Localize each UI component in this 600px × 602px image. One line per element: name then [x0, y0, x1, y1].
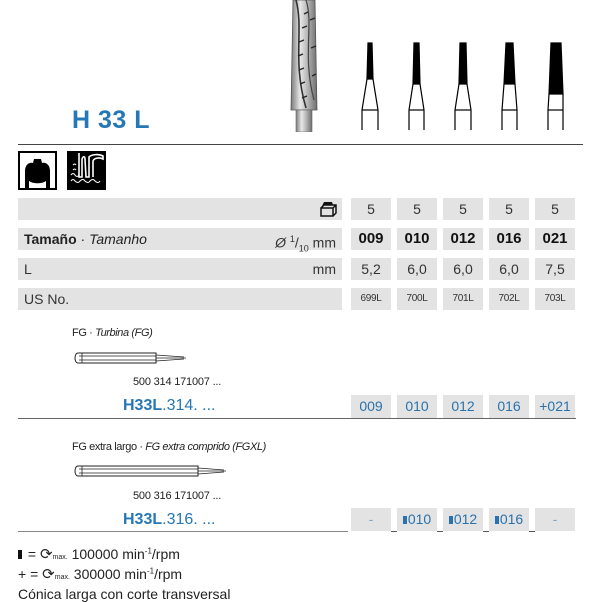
fgxl-divider-seg: [483, 531, 489, 532]
length-label: L: [24, 261, 32, 277]
rotation-icon: ⟳: [42, 566, 55, 583]
tooth-root-icon: [67, 151, 106, 190]
square-marker-icon: [495, 516, 499, 524]
plus-marker: +: [539, 398, 548, 414]
table-row-length: [18, 258, 342, 280]
us-no-label: US No.: [24, 291, 70, 307]
package-qty-cell: 5: [489, 198, 529, 220]
fgxl-code-cell: -: [351, 508, 391, 531]
length-cell: 6,0: [397, 258, 437, 280]
fgxl-order-number: 500 316 171007 ...: [133, 490, 222, 502]
header-divider: [18, 144, 583, 145]
fg-order-number: 500 314 171007 ...: [133, 376, 222, 388]
us-no-cell: 702L: [489, 288, 529, 310]
size-cell: 012: [443, 228, 483, 250]
size-unit: Ø $^1/_{10}$ mm: [275, 234, 336, 254]
fg-code-cell[interactable]: 010: [397, 395, 437, 418]
us-no-cell: 703L: [535, 288, 575, 310]
fgxl-reference: H33L.316. ...: [123, 511, 216, 528]
package-qty-cell: 5: [535, 198, 575, 220]
size-cell: 010: [397, 228, 437, 250]
size-cell: 021: [535, 228, 575, 250]
size-silhouettes: [355, 40, 585, 132]
fgxl-section-label: FG extra largo · FG extra comprido (FGXL): [72, 441, 266, 453]
us-no-cell: 700L: [397, 288, 437, 310]
fg-code-cell[interactable]: +021: [535, 395, 575, 418]
size-label-pt: Tamanho: [89, 231, 147, 247]
fg-code-cell[interactable]: 009: [351, 395, 391, 418]
table-row-package: [18, 198, 342, 220]
fgxl-divider: [18, 531, 348, 532]
fg-shank-drawing: [74, 351, 189, 369]
footnote-plus: + = ⟳max. 300000 $\min^{-1}$/rpm: [18, 566, 183, 583]
rotation-icon: ⟳: [39, 546, 53, 563]
size-label: Tamaño: [24, 231, 77, 247]
fgxl-code-cell[interactable]: 016: [489, 508, 529, 531]
fgxl-divider-seg: [437, 531, 443, 532]
package-icon: [319, 201, 337, 217]
table-row-size: Tamaño · Tamanho Ø $^1/_{10}$ mm: [18, 228, 342, 250]
size-cell: 009: [351, 228, 391, 250]
fg-code-cell[interactable]: 012: [443, 395, 483, 418]
fg-divider: [18, 418, 576, 419]
length-cell: 6,0: [489, 258, 529, 280]
square-marker-icon: [449, 516, 453, 524]
bur-photo: [284, 0, 324, 132]
footnote-square: = ⟳max. 100000 $\min^{-1}$/rpm: [18, 545, 180, 563]
fg-reference: H33L.314. ...: [123, 397, 216, 414]
fgxl-divider-seg: [391, 531, 397, 532]
product-title: H 33 L: [72, 106, 151, 134]
package-qty-cell: 5: [443, 198, 483, 220]
fgxl-divider-seg: [529, 531, 535, 532]
fgxl-code-cell: -: [535, 508, 575, 531]
length-unit: mm: [312, 261, 336, 277]
size-cell: 016: [489, 228, 529, 250]
square-marker-icon: [403, 516, 407, 524]
us-no-cell: 701L: [443, 288, 483, 310]
fgxl-shank-drawing: [74, 464, 229, 482]
length-cell: 7,5: [535, 258, 575, 280]
us-no-cell: 699L: [351, 288, 391, 310]
package-qty-cell: 5: [351, 198, 391, 220]
plus-marker: +: [18, 566, 27, 582]
fgxl-code-cell[interactable]: 012: [443, 508, 483, 531]
fgxl-code-cell[interactable]: 010: [397, 508, 437, 531]
product-description: Cónica larga con corte transversal: [18, 586, 231, 602]
square-marker-icon: [18, 550, 22, 559]
fg-code-cell[interactable]: 016: [489, 395, 529, 418]
crown-preparation-icon: [18, 151, 57, 190]
package-qty-cell: 5: [397, 198, 437, 220]
length-cell: 5,2: [351, 258, 391, 280]
fg-section-label: FG · Turbina (FG): [72, 327, 153, 339]
length-cell: 6,0: [443, 258, 483, 280]
table-row-us-no: [18, 288, 342, 310]
